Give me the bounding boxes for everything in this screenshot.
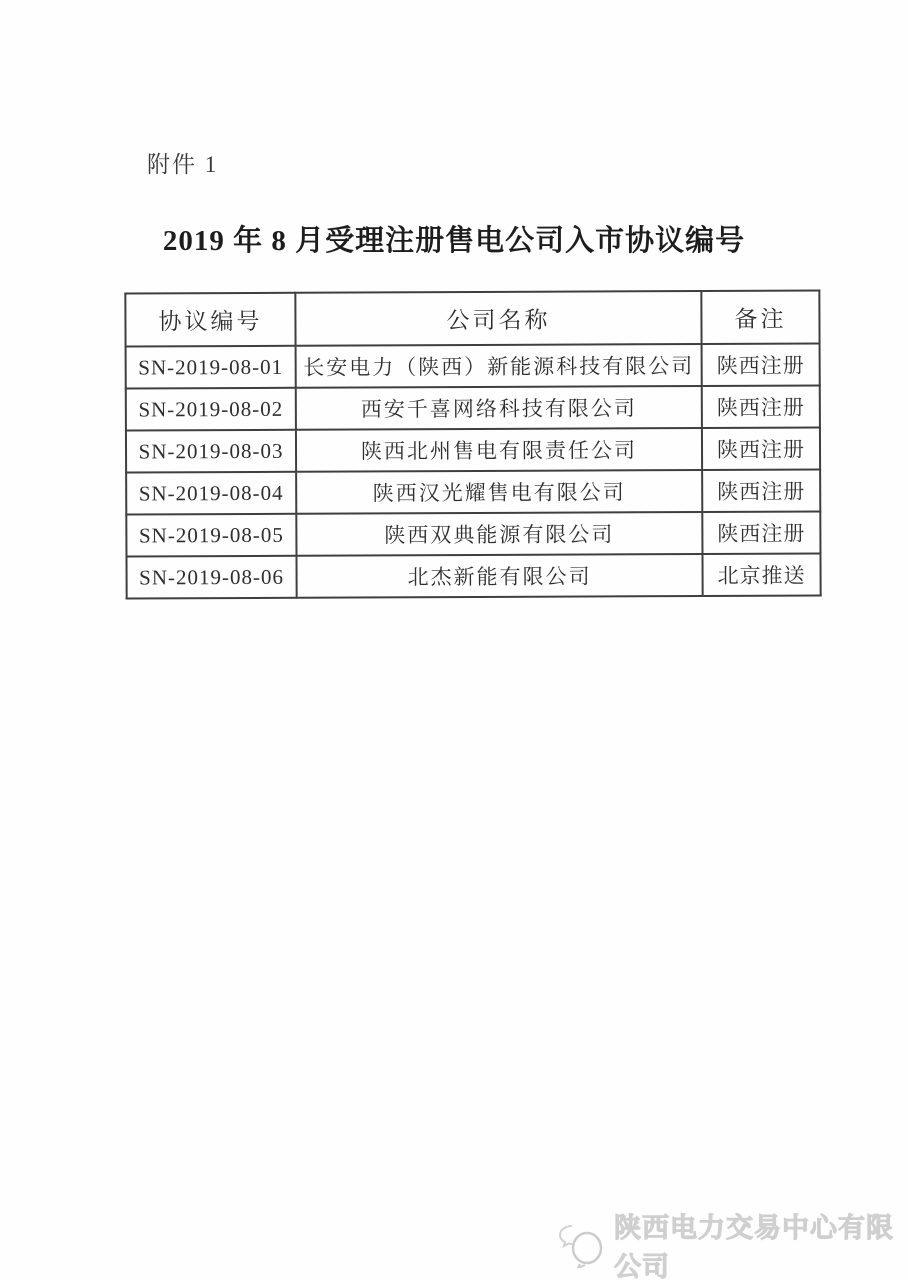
agreement-number: SN-2019-08-06 — [126, 556, 296, 599]
company-name: 北杰新能有限公司 — [296, 554, 702, 598]
footer-watermark — [558, 1206, 908, 1280]
table-header-row — [125, 290, 819, 346]
note: 陕西注册 — [702, 469, 820, 512]
page-title: 2019 年 8 月受理注册售电公司入市协议编号 — [162, 225, 746, 257]
agreement-number: SN-2019-08-05 — [126, 514, 296, 557]
agreement-number: SN-2019-08-02 — [126, 388, 296, 431]
footer-company-name: 陕西电力交易中心有限公司 — [614, 1213, 894, 1280]
note: 陕西注册 — [702, 427, 820, 470]
table-row — [126, 427, 820, 472]
agreements-table — [124, 289, 821, 599]
header-note: 备注 — [701, 290, 819, 344]
company-name: 陕西双典能源有限公司 — [296, 512, 702, 556]
table-row — [126, 343, 820, 388]
company-name: 陕西汉光耀售电有限公司 — [296, 470, 702, 514]
note: 陕西注册 — [702, 343, 820, 386]
attachment-label: 附件 1 — [147, 152, 219, 177]
table-row — [126, 385, 820, 430]
agreement-number: SN-2019-08-03 — [126, 430, 296, 473]
header-agreement-number: 协议编号 — [125, 293, 295, 347]
agreement-number: SN-2019-08-04 — [126, 472, 296, 515]
company-name: 西安千喜网络科技有限公司 — [296, 386, 702, 430]
header-company-name: 公司名称 — [295, 291, 701, 346]
note: 北京推送 — [702, 553, 820, 596]
agreements-table-container — [124, 289, 821, 599]
company-name: 陕西北州售电有限责任公司 — [296, 428, 702, 472]
note: 陕西注册 — [702, 385, 820, 428]
company-name: 长安电力（陕西）新能源科技有限公司 — [296, 344, 702, 388]
table-row — [126, 511, 820, 556]
table-row — [126, 553, 820, 598]
note: 陕西注册 — [702, 511, 820, 554]
agreement-number: SN-2019-08-01 — [126, 346, 296, 389]
overlapping-bubbles-logo-icon — [558, 1222, 608, 1268]
table-row — [126, 469, 820, 514]
